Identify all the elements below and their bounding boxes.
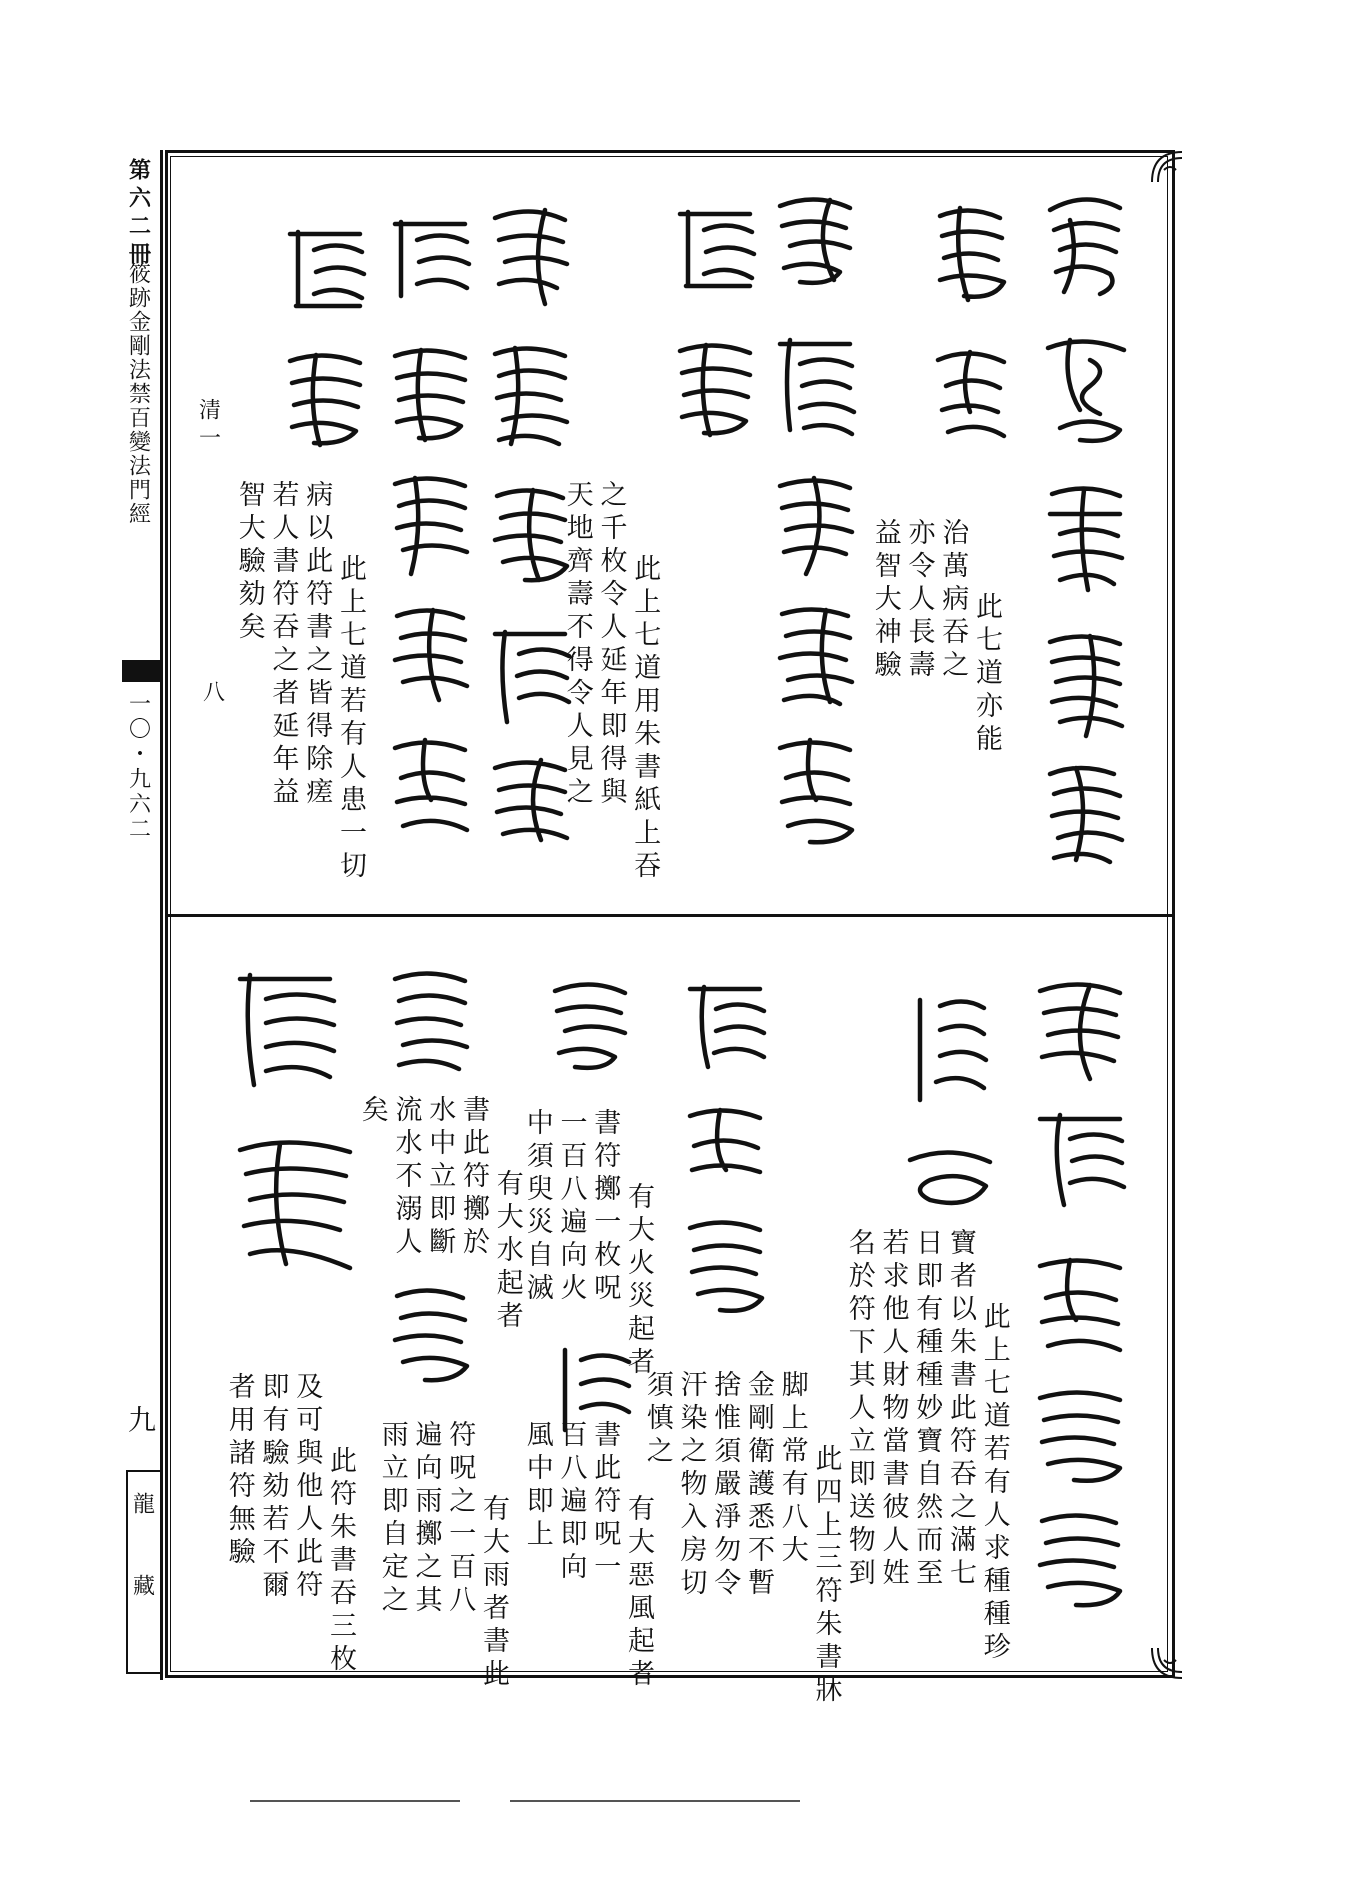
talisman-seal [930, 200, 1010, 310]
talisman-seal [770, 330, 860, 440]
talisman-seal [680, 1100, 770, 1200]
talisman-seal [1030, 1505, 1130, 1615]
talisman-seal [1030, 975, 1130, 1085]
scan-artifact-line [250, 1800, 460, 1802]
caption-text: 此上七道用朱書紙上吞 之千枚令人延年即得與 天地齊壽不得令人見之 [561, 480, 661, 884]
inner-label: 清一 [195, 398, 221, 454]
talisman-seal [670, 335, 760, 445]
talisman-seal [1030, 1250, 1130, 1360]
talisman-seal [1040, 480, 1130, 600]
talisman-seal [680, 975, 770, 1075]
talisman-seal [670, 200, 760, 300]
corner-ornament-icon [1150, 150, 1184, 184]
margin-rule [160, 150, 163, 1680]
inner-number: 八 [199, 680, 225, 708]
talisman-seal [1030, 1105, 1130, 1215]
talisman-seal [770, 190, 860, 290]
scan-artifact-line [510, 1800, 800, 1802]
volume-label: 第六二冊 [125, 158, 152, 270]
caption-text: 此上七道若有人患一切 病以此符書之皆得除瘥 若人書符吞之者延年益 智大驗劾矣 [233, 480, 366, 884]
talisman-seal [485, 340, 575, 450]
talisman-seal [1040, 760, 1130, 870]
collection-label: 龍藏 [129, 1492, 155, 1656]
talisman-seal [770, 470, 860, 580]
panel-divider [165, 914, 1175, 917]
talisman-seal [230, 965, 340, 1095]
talisman-seal [230, 1130, 360, 1280]
talisman-seal [680, 1210, 770, 1320]
caption-text: 此符朱書吞三枚 及可與他人此符 即有驗劾若不爾 者用諸符無驗 [223, 1372, 356, 1677]
talisman-seal [900, 1140, 1000, 1220]
caption-text: 有大雨者書此 符呪之一百八 遍向雨擲之其 雨立即自定之 [376, 1420, 509, 1692]
talisman-seal [900, 990, 990, 1110]
talisman-seal [385, 210, 475, 310]
talisman-seal [1040, 190, 1130, 300]
talisman-seal [385, 340, 475, 450]
talisman-seal [280, 345, 370, 455]
talisman-seal [1040, 330, 1130, 450]
caption-text: 此四上三符朱書牀 脚上常有八大 金剛衛護悉不暫 捨惟須嚴淨勿令 汗染之物入房切 須慎之 [641, 1370, 842, 1708]
caption-text: 此上七道若有人求種種珍 寶者以朱書此符吞之滿七 日即有種種妙寶自然而至 若求他人財物當書彼人姓 名於符下其人立即送物到 [843, 1228, 1010, 1665]
talisman-seal [485, 200, 575, 310]
margin-black-bar [122, 660, 160, 682]
talisman-seal [385, 965, 475, 1075]
sutra-title: 筱跡金剛法禁百變法門經 [125, 262, 151, 526]
talisman-seal [770, 600, 860, 710]
talisman-seal [280, 220, 370, 320]
caption-text: 有大火災起者 書符擲一枚呪 一百八遍向火 中須臾災自滅 [521, 1108, 654, 1380]
page-code: 一〇・九六二 [125, 692, 151, 842]
talisman-seal [1040, 630, 1130, 740]
corner-ornament-icon [1150, 1646, 1184, 1680]
page-number: 九 [124, 1405, 157, 1439]
talisman-seal [1030, 1380, 1130, 1490]
talisman-seal [930, 340, 1010, 450]
talisman-seal [770, 730, 860, 850]
caption-text: 有大惡風起者 書此符呪一 百八遍即向 風中即上 [521, 1420, 654, 1692]
caption-text: 此七道亦能 治萬病吞之 亦令人長壽 益智大神驗 [869, 518, 1002, 757]
caption-text: 有大水起者 書此符擲於 水中立即斷 流水不溺人 矣 [356, 1095, 523, 1334]
talisman-seal [545, 975, 635, 1075]
